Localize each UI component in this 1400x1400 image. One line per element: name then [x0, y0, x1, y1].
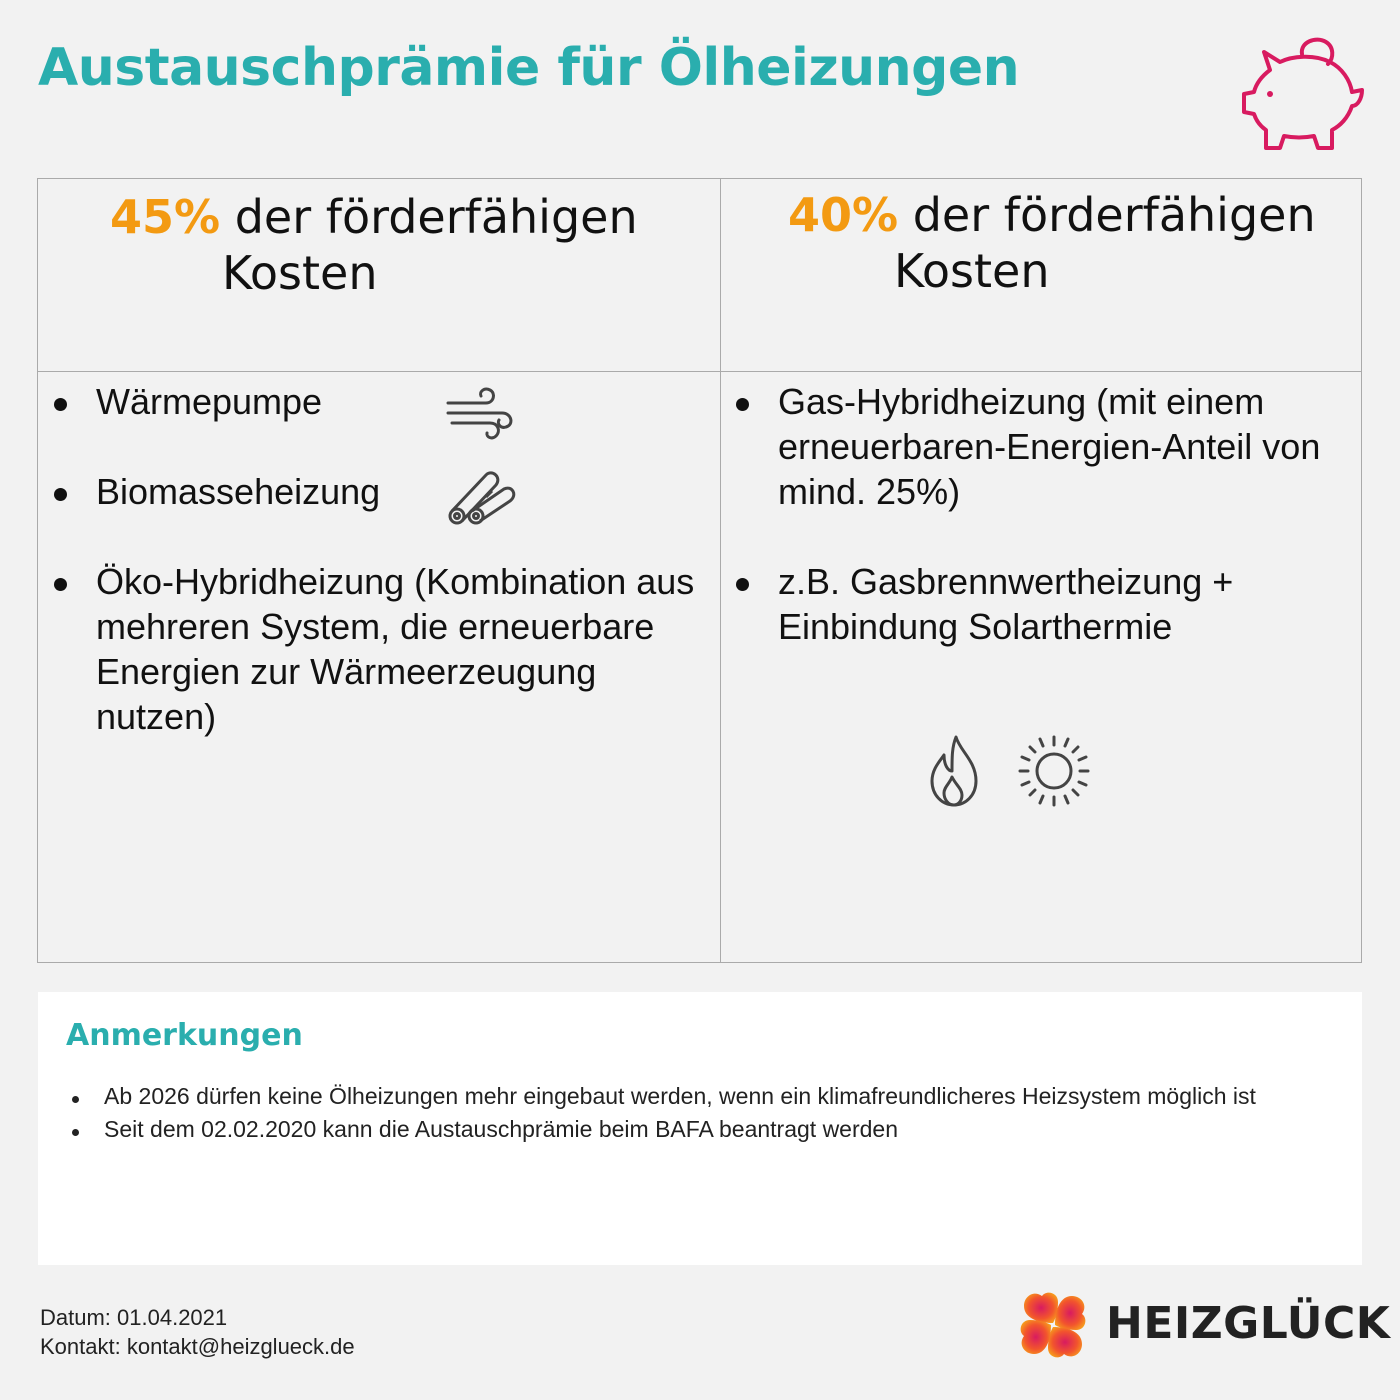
right-heading	[788, 187, 1316, 299]
wind-icon	[446, 383, 518, 443]
list-item: Gas-Hybridheizung (mit einem erneuerbaren-Energien-Anteil von mind. 25%)	[720, 379, 1340, 514]
funding-table	[37, 178, 1362, 963]
left-heading	[110, 189, 638, 301]
sun-icon	[1018, 735, 1090, 807]
note-item: Seit dem 02.02.2020 kann die Austauschprämie beim BAFA beantragt werden	[66, 1113, 1306, 1146]
list-item: Öko-Hybridheizung (Kombination aus mehreren System, die erneuerbare Energien zur Wärmeerzeugung nutzen)	[38, 559, 698, 739]
row-divider	[38, 371, 1361, 372]
left-heading-line1: der förderfähigen	[234, 190, 638, 244]
right-list	[720, 379, 1340, 649]
list-item: z.B. Gasbrennwertheizung + Einbindung Solarthermie	[720, 559, 1340, 649]
flame-icon	[926, 735, 982, 809]
piggy-bank-icon	[1240, 36, 1364, 154]
footer	[40, 1303, 355, 1361]
notes-title: Anmerkungen	[66, 1018, 303, 1053]
right-percent: 40%	[788, 188, 899, 242]
wood-logs-icon	[446, 469, 518, 529]
notes-list	[66, 1080, 1306, 1146]
note-item: Ab 2026 dürfen keine Ölheizungen mehr eingebaut werden, wenn ein klimafreundlicheres Heizsystem möglich ist	[66, 1080, 1306, 1113]
page-title: Austauschprämie für Ölheizungen	[38, 38, 1020, 98]
left-percent: 45%	[110, 190, 221, 244]
notes-box	[38, 992, 1362, 1265]
left-list	[38, 379, 698, 739]
footer-date: Datum: 01.04.2021	[40, 1305, 228, 1330]
right-heading-line2: Kosten	[894, 244, 1050, 298]
footer-contact[interactable]: Kontakt: kontakt@heizglueck.de	[40, 1334, 355, 1359]
brand-logo	[1016, 1288, 1391, 1362]
brand-name: HEIZGLÜCK	[1106, 1298, 1391, 1349]
right-heading-line1: der förderfähigen	[912, 188, 1316, 242]
left-heading-line2: Kosten	[222, 246, 378, 300]
list-item: Wärmepumpe	[38, 379, 698, 424]
clover-logo-icon	[1016, 1288, 1090, 1362]
list-item: Biomasseheizung	[38, 469, 698, 514]
